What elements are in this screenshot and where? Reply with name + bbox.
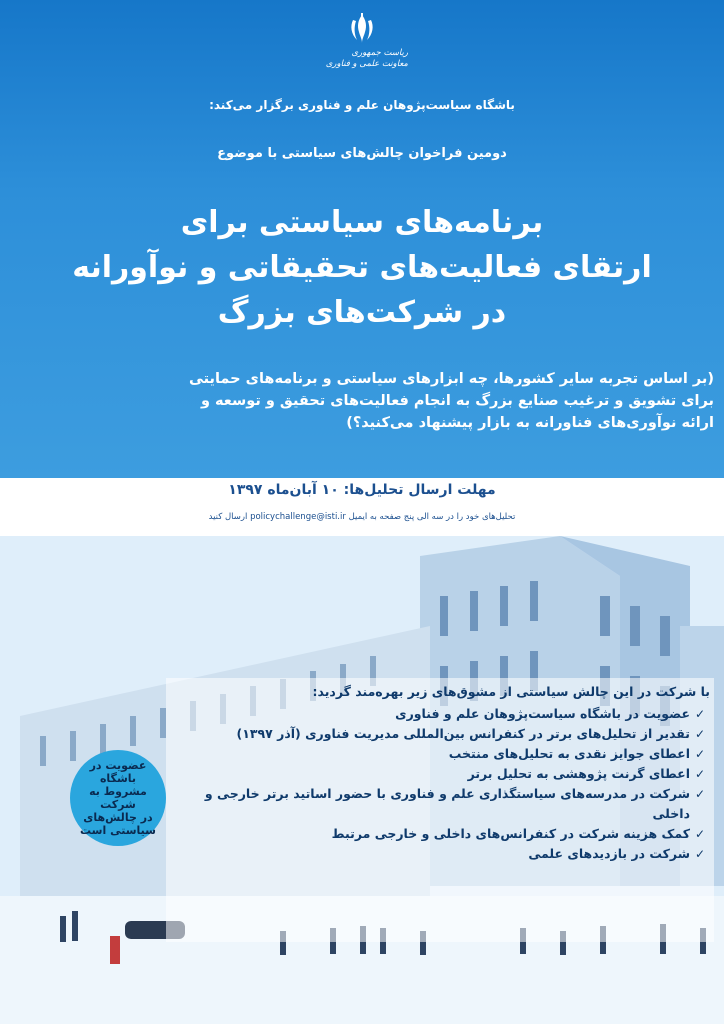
question-line-3: ارائه نوآوری‌های فناورانه به بازار پیشنهاد می‌کنید؟) [346, 415, 714, 431]
check-icon: ✓ [694, 847, 706, 861]
title-line-2: ارتقای فعالیت‌های تحقیقاتی و نوآورانه [72, 250, 652, 285]
send-instruction: تحلیل‌های خود را در سه الی پنج صفحه به ایمیل policychallenge@isti.ir ارسال کنید [208, 512, 516, 522]
list-item: ✓ تقدیر از تحلیل‌های برتر در کنفرانس بین‌المللی مدیریت فناوری (آذر ۱۳۹۷) [170, 724, 710, 744]
benefits-heading: با شرکت در این چالش سیاستی از مشوق‌های زیر بهره‌مند گردید: [312, 684, 710, 699]
signature-logo: ریاست جمهوری معاونت علمی و فناوری [325, 48, 408, 69]
check-icon: ✓ [694, 827, 706, 841]
check-icon: ✓ [694, 707, 706, 721]
subtitle: دومین فراخوان چالش‌های سیاستی با موضوع [217, 146, 507, 161]
check-icon: ✓ [694, 767, 706, 781]
list-item: ✓ اعطای جوایز نقدی به تحلیل‌های منتخب [170, 744, 710, 764]
list-item: ✓ شرکت در مدرسه‌های سیاستگذاری علم و فناوری با حضور اساتید برتر خارجی و داخلی [170, 784, 710, 824]
deadline: مهلت ارسال تحلیل‌ها: ۱۰ آبان‌ماه ۱۳۹۷ [228, 482, 496, 498]
list-item: ✓ شرکت در بازدیدهای علمی [170, 844, 710, 864]
iran-emblem-icon [345, 12, 379, 46]
question-line-2: برای تشویق و ترغیب صنایع بزرگ به انجام فعالیت‌های تحقیق و توسعه و [200, 393, 714, 409]
main-title [40, 200, 684, 335]
membership-note-badge: عضویت در باشگاه مشروط به شرکت در چالش‌های سیاستی است [70, 750, 166, 846]
intro-line: باشگاه سیاست‌پژوهان علم و فناوری برگزار می‌کند: [209, 98, 515, 112]
list-item: ✓ عضویت در باشگاه سیاست‌پژوهان علم و فناوری [170, 704, 710, 724]
question-text [120, 368, 714, 434]
title-line-3: در شرکت‌های بزرگ [217, 295, 507, 330]
check-icon: ✓ [694, 747, 706, 761]
list-item: ✓ کمک هزینه شرکت در کنفرانس‌های داخلی و خارجی مرتبط [170, 824, 710, 844]
question-line-1: (بر اساس تجربه سایر کشورها، چه ابزارهای سیاستی و برنامه‌های حمایتی [188, 371, 714, 387]
list-item: ✓ اعطای گرنت پژوهشی به تحلیل برتر [170, 764, 710, 784]
benefits-list [170, 682, 710, 864]
title-line-1: برنامه‌های سیاستی برای [180, 205, 544, 240]
check-icon: ✓ [694, 727, 706, 741]
check-icon: ✓ [694, 787, 706, 801]
